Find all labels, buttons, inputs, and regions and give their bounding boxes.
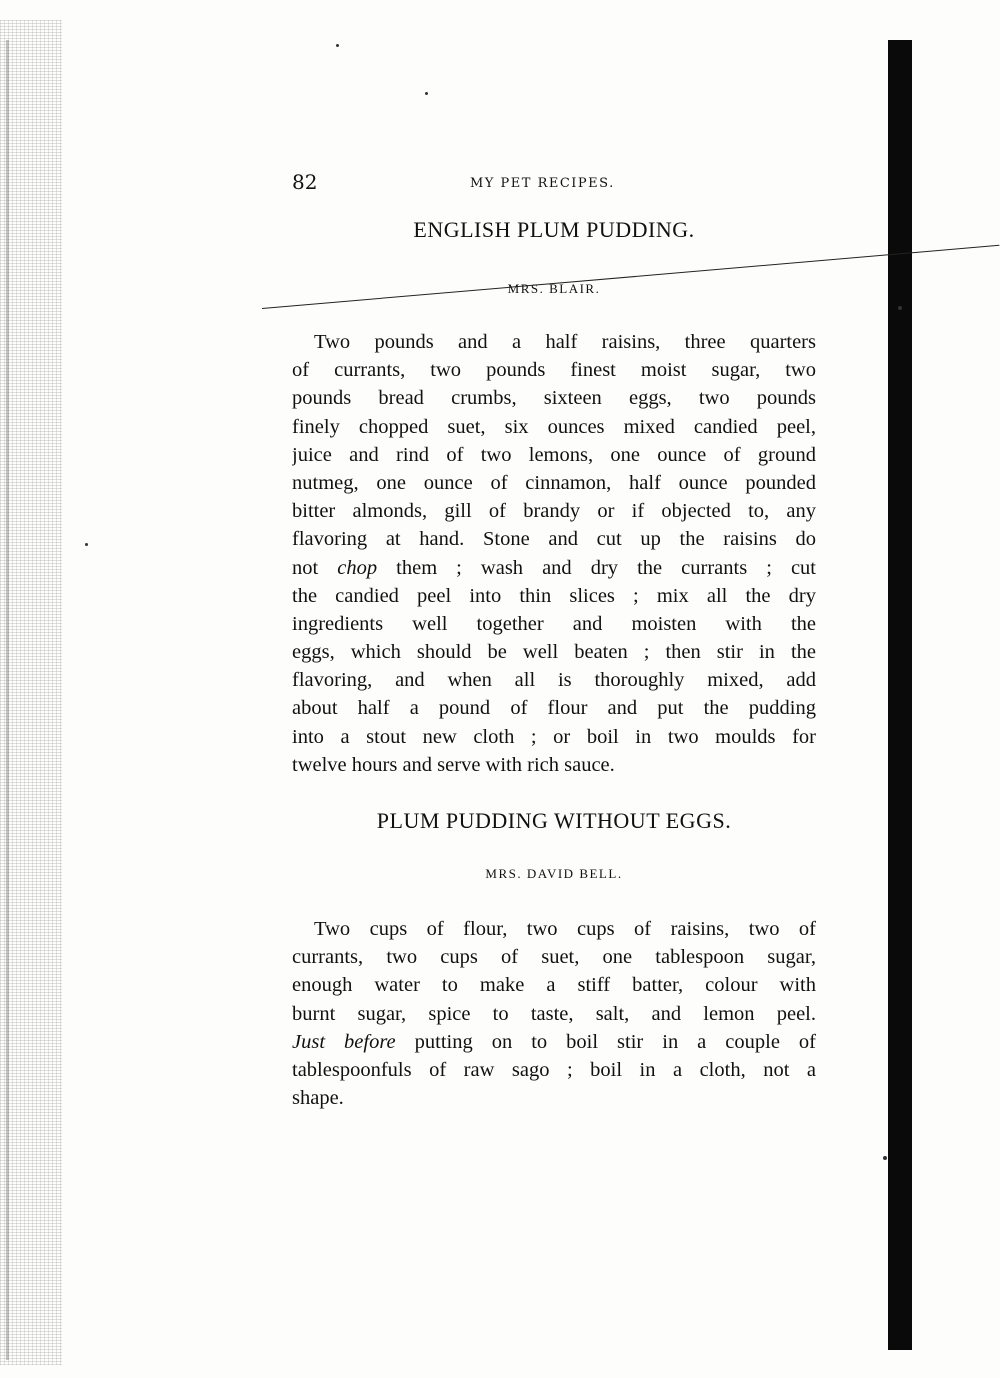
text-line: eggs, which should be well beaten ; then stir in the	[292, 641, 816, 664]
binding-edge	[6, 40, 9, 1360]
running-title: MY PET RECIPES.	[470, 176, 615, 191]
text-line: Two cups of flour, two cups of raisins, two of	[314, 918, 816, 940]
ink-speck	[85, 543, 88, 546]
text-line: nutmeg, one ounce of cinnamon, half ounce pounded	[292, 471, 816, 494]
text-run: them ; wash and dry the currants ; cut	[396, 556, 816, 579]
emphasis-text: Just before	[292, 1030, 396, 1053]
page-number: 82	[292, 170, 318, 194]
text-line: enough water to make a stiff batter, colour with	[292, 974, 816, 997]
text-line: shape.	[292, 1087, 344, 1110]
text-line	[292, 554, 816, 582]
page-edge-shadow	[888, 40, 912, 1350]
text-line: into a stout new cloth ; or boil in two moulds for	[292, 725, 816, 748]
binding-gutter-shadow	[0, 20, 62, 1365]
text-lead: not	[292, 556, 319, 579]
text-line: bitter almonds, gill of brandy or if objected to, any	[292, 500, 816, 523]
recipe-title: PLUM PUDDING WITHOUT EGGS.	[376, 808, 732, 833]
text-line: the candied peel into thin slices ; mix all the dry	[292, 584, 816, 607]
text-line: pounds bread crumbs, sixteen eggs, two pounds	[292, 387, 816, 410]
text-line: tablespoonfuls of raw sago ; boil in a cloth, not a	[292, 1058, 816, 1081]
text-line: Two pounds and a half raisins, three quarters	[314, 331, 816, 353]
recipe-body	[292, 328, 816, 779]
text-line: of currants, two pounds finest moist sugar, two	[292, 359, 816, 382]
recipe-body	[292, 915, 816, 1112]
text-line: currants, two cups of suet, one tablespoon sugar,	[292, 946, 816, 969]
ink-speck	[425, 92, 428, 95]
text-line: ingredients well together and moisten with the	[292, 612, 816, 635]
text-line: about half a pound of flour and put the pudding	[292, 697, 816, 720]
text-line: flavoring at hand. Stone and cut up the raisins do	[292, 528, 816, 551]
ink-speck	[898, 306, 902, 310]
text-line: flavoring, and when all is thoroughly mixed, add	[292, 669, 816, 692]
text-line: twelve hours and serve with rich sauce.	[292, 753, 615, 776]
text-line: juice and rind of two lemons, one ounce of ground	[292, 443, 816, 466]
ink-speck	[883, 1156, 887, 1160]
text-line: burnt sugar, spice to taste, salt, and lemon peel.	[292, 1002, 816, 1025]
ink-speck	[336, 44, 339, 47]
recipe-author: MRS. BLAIR.	[507, 281, 601, 296]
text-run: putting on to boil stir in a couple of	[414, 1030, 816, 1053]
recipe-title: ENGLISH PLUM PUDDING.	[413, 217, 695, 242]
emphasis-text: chop	[337, 556, 378, 579]
recipe-author: MRS. DAVID BELL.	[485, 866, 623, 881]
text-line	[292, 1028, 816, 1056]
text-line: finely chopped suet, six ounces mixed candied peel,	[292, 415, 816, 438]
